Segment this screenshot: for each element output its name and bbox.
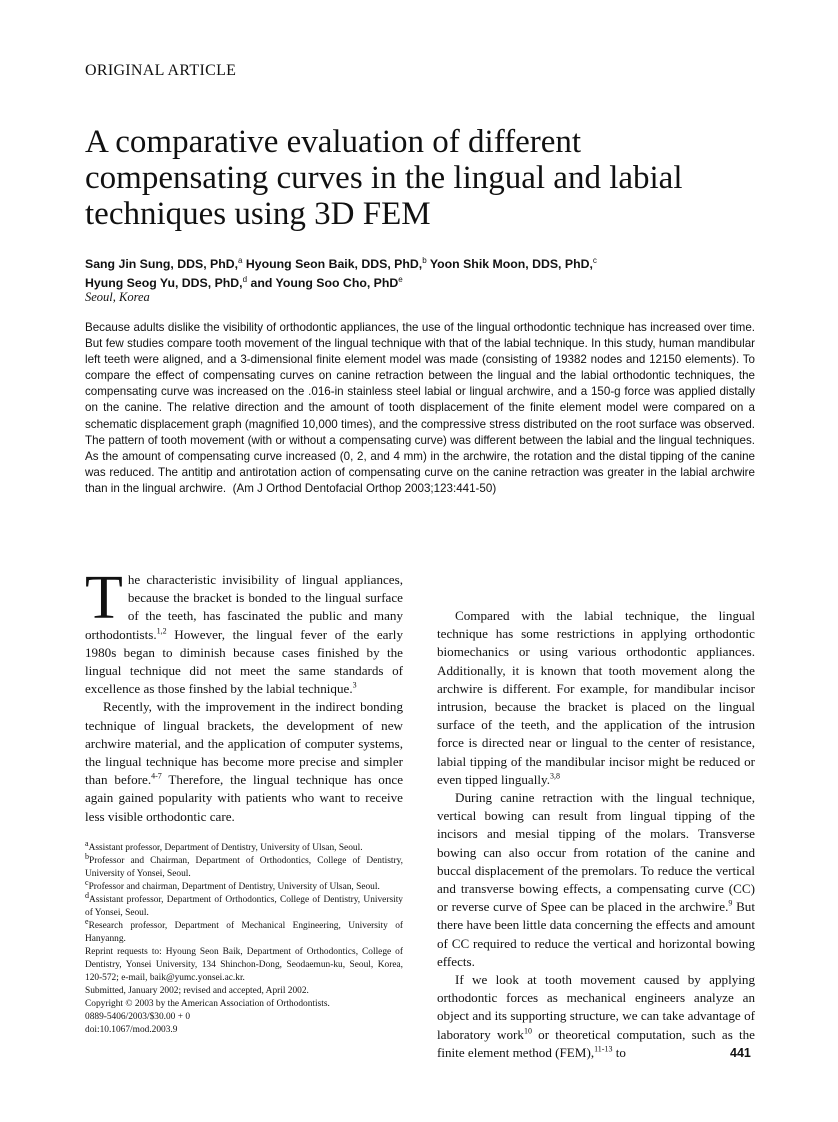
- reference: 11-13: [594, 1044, 613, 1054]
- paragraph: [437, 971, 755, 1062]
- drop-cap: T: [85, 564, 123, 632]
- paragraph: [437, 789, 755, 971]
- abstract-text: Because adults dislike the visibility of orthodontic appliances, the use of the lingual orthodontic technique has increased over time. But few studies compare tooth movement of the lingual technique with that of the labial technique. In this study, human mandibular left teeth were aligned, and a 3-dimensional finite element model was made (consisting of 19382 nodes and 12150 elements). To compare the effect of compensating curves on canine retraction between the lingual and the labial orthodontic techniques, the compensating curve was increased on the .016-in stainless steel labial or lingual archwire, and a 150-g force was applied distally on the canine. The relative direction and the amount of tooth displacement of the finite element model were compared on a schematic displacement graph (magnified 10,000 times), and the compressive stress distributed on the root surface was observed. The pattern of tooth movement (with or without a compensating curve) was different between the labial and the lingual techniques. As the amount of compensating curve increased (0, 2, and 4 mm) in the archwire, the rotation and the distal tipping of the canine was reduced. The antitip and antirotation action of compensating curve on the canine retraction was greater in the labial archwire than in the lingual archwire.: [85, 321, 755, 495]
- location: Seoul, Korea: [85, 290, 150, 304]
- reference: 3,8: [549, 771, 560, 781]
- paragraph-text: Compared with the labial technique, the lingual technique has some restrictions in applying orthodontic biomechanics or using various orthodontic appliances. Additionally, it is known that tooth movement along the archwire is different. For example, for mandibular incisor intrusion, because the bracket is placed on the lingual surface of the teeth, and the application of the intrusion force is directed near or lingual to the center of resistance, labial tipping of the mandibular incisor might be reduced or even tipped lingually.: [437, 608, 755, 787]
- author-list: [85, 255, 745, 293]
- footnotes: [85, 838, 403, 1037]
- footnote-text: Assistant professor, Department of Dentistry, University of Ulsan, Seoul.: [88, 843, 363, 853]
- footnote: [85, 877, 403, 894]
- author: Yoon Shik Moon, DDS, PhD,: [429, 257, 593, 271]
- copyright: Copyright © 2003 by the American Association of Orthodontists.: [85, 999, 330, 1009]
- reprint-info: Reprint requests to: Hyoung Seon Baik, Department of Orthodontics, College of Dentistry, Yonsei University, 134 Shinchon-Dong, Seodaemun-ku, Seoul, Korea, 120-572; e-mail, baik@yumc.yonsei.ac.kr.: [85, 947, 403, 983]
- section-label: ORIGINAL ARTICLE: [85, 62, 237, 79]
- footnote-text: Professor and Chairman, Department of Orthodontics, College of Dentistry, University of Yonsei, Seoul.: [85, 856, 403, 879]
- paragraph-text: Therefore, the lingual technique has once again gained popularity with patients who want to receive less visible orthodontic care.: [85, 772, 404, 824]
- paragraph: [85, 564, 403, 698]
- article-title: A comparative evaluation of different compensating curves in the lingual and labial techniques using 3D FEM: [85, 124, 683, 232]
- footnote-text: Professor and chairman, Department of Dentistry, University of Ulsan, Seoul.: [88, 882, 380, 892]
- paragraph-text: or theoretical computation, such as the finite element method (FEM),: [437, 1026, 755, 1060]
- affiliation-mark: b: [85, 851, 89, 861]
- author: Hyung Seog Yu, DDS, PhD,: [85, 276, 243, 290]
- affiliation-mark: d: [242, 274, 248, 284]
- reference: 1,2: [156, 626, 167, 636]
- paragraph-text: During canine retraction with the lingual technique, vertical bowing can result from lingual tipping of the incisors and mesial tipping of the molars. Transverse bowing can also occur from rotation of the canine and buccal displacement of the premolars. To reduce the vertical and transverse bowing effects, a compensating curve (CC) or reverse curve of Spee can be placed in the archwire.: [437, 790, 755, 915]
- paragraph-text: If we look at tooth movement caused by applying orthodontic forces as mechanical engineers analyze an object and its supporting structure, we can take advantage of laboratory work: [437, 972, 755, 1042]
- body-column-left: [85, 564, 404, 826]
- author: Hyoung Seon Baik, DDS, PhD,: [245, 257, 423, 271]
- paragraph-text: he characteristic invisibility of lingual appliances, because the bracket is bonded to the lingual surface of the teeth, has fascinated the public and many orthodontists.: [85, 572, 403, 642]
- author: and Young Soo Cho, PhD: [250, 276, 399, 290]
- affiliation-mark: d: [85, 890, 89, 900]
- paragraph: [85, 698, 403, 825]
- footnote: [85, 851, 403, 881]
- paragraph-text: Recently, with the improvement in the indirect bonding technique of lingual brackets, the development of new archwire material, and the application of computer systems, the lingual technique has become more precise and simpler than before.: [85, 699, 403, 788]
- footnote-text: Assistant professor, Department of Orthodontics, College of Dentistry, University of Yonsei, Seoul.: [85, 895, 403, 918]
- footnote: [85, 838, 403, 855]
- doi: doi:10.1067/mod.2003.9: [85, 1025, 178, 1035]
- paragraph: [437, 607, 755, 789]
- affiliation-mark: b: [422, 255, 427, 265]
- body-column-right: [437, 607, 755, 1062]
- author: Sang Jin Sung, DDS, PhD,: [85, 257, 239, 271]
- affiliation-mark: e: [398, 274, 403, 284]
- reference: 3: [352, 680, 357, 690]
- footnote: [85, 916, 403, 946]
- footnote-text: Research professor, Department of Mechanical Engineering, University of Hanyanng.: [85, 921, 403, 944]
- submission-dates: Submitted, January 2002; revised and accepted, April 2002.: [85, 986, 309, 996]
- affiliation-mark: c: [592, 255, 597, 265]
- reference: 9: [728, 898, 733, 908]
- paragraph-text: to: [612, 1044, 626, 1060]
- affiliation-mark: e: [85, 916, 89, 926]
- reference: 4-7: [151, 771, 162, 781]
- citation: (Am J Orthod Dentofacial Orthop 2003;123:441-50): [232, 481, 497, 495]
- paragraph-text: But there have been little data concerning the effects and amount of CC required to reduce the vertical and horizontal bowing effects.: [437, 899, 755, 969]
- issn: 0889-5406/2003/$30.00 + 0: [85, 1012, 191, 1022]
- page-number: 441: [730, 1046, 751, 1060]
- abstract: [85, 320, 755, 497]
- reference: 10: [523, 1026, 532, 1036]
- affiliation-mark: c: [85, 877, 89, 887]
- affiliation-mark: a: [238, 255, 243, 265]
- footnote: [85, 890, 403, 920]
- affiliation-mark: a: [85, 838, 89, 848]
- paragraph-text: However, the lingual fever of the early 1980s began to diminish because cases finished by the lingual technique did not meet the same standards of excellence as those finshed by the labial technique.: [85, 626, 403, 697]
